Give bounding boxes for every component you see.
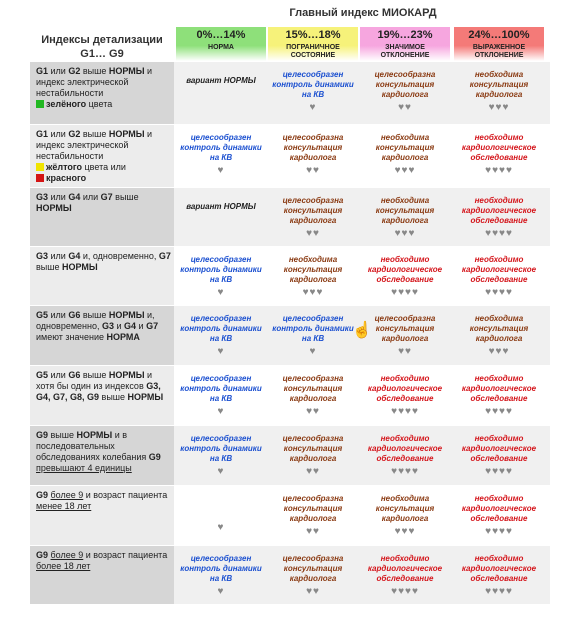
column-header-1	[176, 27, 266, 61]
heart-rating-icon: ♥♥♥	[394, 526, 416, 537]
column-label: ВЫРАЖЕННОЕ ОТКЛОНЕНИЕ	[472, 44, 526, 59]
heart-rating-icon: ♥♥♥♥	[391, 466, 419, 477]
column-range: 24%…100%	[468, 29, 530, 41]
recommendation-text: целесообразна консультация кардиолога	[282, 434, 344, 463]
heart-rating-icon: ♥♥♥♥	[485, 466, 513, 477]
recommendation-cell	[360, 125, 450, 176]
recommendation-cell	[454, 247, 544, 298]
row-condition-label: G3 или G4 или G7 выше НОРМЫ	[30, 188, 174, 246]
recommendation-cell	[176, 188, 266, 214]
heart-rating-icon: ♥	[217, 406, 225, 417]
recommendation-text: необходимо кардиологическое обследование	[367, 374, 443, 403]
heart-rating-icon: ♥♥♥♥	[391, 406, 419, 417]
heart-rating-icon: ♥♥♥♥	[485, 586, 513, 597]
heart-rating-icon: ♥♥♥♥	[391, 586, 419, 597]
recommendation-text: необходима консультация кардиолога	[375, 133, 435, 162]
heart-rating-icon: ♥♥♥♥	[485, 526, 513, 537]
main-index-title: Главный индекс МИОКАРД	[289, 7, 437, 19]
table-row	[30, 188, 550, 246]
recommendation-text: целесообразна консультация кардиолога	[282, 374, 344, 403]
recommendation-text: целесообразна консультация кардиолога	[374, 70, 436, 99]
heart-rating-icon: ♥	[217, 586, 225, 597]
recommendation-text: целесообразна консультация кардиолога	[282, 494, 344, 523]
heart-rating-icon: ♥♥	[398, 346, 412, 357]
column-label: ПОГРАНИЧНОЕ СОСТОЯНИЕ	[286, 44, 340, 59]
recommendation-cell	[454, 486, 544, 537]
recommendation-cell	[454, 366, 544, 417]
heart-rating-icon: ♥♥	[398, 102, 412, 113]
heart-rating-icon: ♥	[217, 165, 225, 176]
recommendation-cell	[360, 62, 450, 113]
table-row	[30, 306, 550, 365]
column-label: ЗНАЧИМОЕ ОТКЛОНЕНИЕ	[380, 44, 430, 59]
heart-rating-icon: ♥♥♥	[394, 228, 416, 239]
heart-rating-icon: ♥♥	[306, 466, 320, 477]
recommendation-cell	[176, 306, 266, 357]
heart-rating-icon: ♥♥♥	[488, 102, 510, 113]
heart-rating-icon: ♥♥	[306, 165, 320, 176]
row-condition-label: G3 или G4 и, одновременно, G7 выше НОРМЫ	[30, 247, 174, 305]
detail-indices-header	[30, 27, 174, 61]
recommendation-text: целесообразна консультация кардиолога	[282, 133, 344, 162]
heart-rating-icon: ♥♥♥♥	[485, 228, 513, 239]
heart-rating-icon: ♥♥♥♥	[485, 165, 513, 176]
recommendation-cell	[360, 546, 450, 597]
column-header-3	[360, 27, 450, 61]
column-label: НОРМА	[208, 44, 234, 51]
recommendation-text: вариант НОРМЫ	[186, 76, 256, 85]
heart-rating-icon: ♥♥♥♥	[485, 287, 513, 298]
row-condition-label: G5 или G6 выше НОРМЫ и, одновременно, G3 и G4 и G7 имеют значение НОРМА	[30, 306, 174, 365]
recommendation-text: целесообразен контроль динамики на КВ	[272, 314, 354, 343]
table-row	[30, 486, 550, 545]
heart-rating-icon: ♥	[217, 346, 225, 357]
recommendation-cell	[176, 62, 266, 88]
recommendation-cell	[176, 125, 266, 176]
recommendation-cell	[454, 306, 544, 357]
row-condition-label: G9 более 9 и возраст пациента более 18 лет	[30, 546, 174, 604]
recommendation-cell	[268, 546, 358, 597]
recommendation-cell	[454, 546, 544, 597]
row-condition-label: G5 или G6 выше НОРМЫ и хотя бы один из индексов G3, G4, G7, G8, G9 выше НОРМЫ	[30, 366, 174, 425]
row-condition-label: G9 более 9 и возраст пациента менее 18 лет	[30, 486, 174, 545]
recommendation-cell	[268, 306, 358, 357]
recommendation-text: необходимо кардиологическое обследование	[367, 434, 443, 463]
heart-rating-icon: ♥♥	[306, 228, 320, 239]
recommendation-text: целесообразен контроль динамики на КВ	[272, 70, 354, 99]
recommendation-text: необходимо кардиологическое обследование	[367, 255, 443, 284]
recommendation-text: целесообразен контроль динамики на КВ	[180, 133, 262, 162]
heart-rating-icon: ♥	[217, 522, 225, 533]
recommendation-text: необходима консультация кардиолога	[469, 70, 529, 99]
recommendation-cell	[268, 486, 358, 537]
recommendation-cell	[360, 247, 450, 298]
recommendation-text: целесообразен контроль динамики на КВ	[180, 374, 262, 403]
recommendation-cell	[176, 247, 266, 298]
heart-rating-icon: ♥♥♥♥	[485, 406, 513, 417]
recommendation-cell	[360, 188, 450, 239]
recommendation-text: целесообразна консультация кардиолога	[282, 196, 344, 225]
hand-cursor-icon: ☝	[352, 322, 372, 339]
recommendation-cell	[454, 125, 544, 176]
heart-rating-icon: ♥	[309, 102, 317, 113]
recommendation-text: необходимо кардиологическое обследование	[461, 494, 537, 523]
table-row	[30, 366, 550, 425]
recommendation-text: необходима консультация кардиолога	[469, 314, 529, 343]
heart-rating-icon: ♥♥♥	[302, 287, 324, 298]
table-row	[30, 546, 550, 604]
heart-rating-icon: ♥♥♥	[394, 165, 416, 176]
row-condition-label: G1 или G2 выше НОРМЫ и индекс электрической нестабильности жёлтого цвета или красного	[30, 125, 174, 187]
table-row	[30, 247, 550, 305]
column-range: 15%…18%	[285, 29, 341, 41]
recommendation-text: целесообразен контроль динамики на КВ	[180, 434, 262, 463]
recommendation-cell	[268, 247, 358, 298]
recommendation-text: целесообразна консультация кардиолога	[374, 314, 436, 343]
row-condition-label: G9 выше НОРМЫ и в последовательных обследованиях колебания G9 превышают 4 единицы	[30, 426, 174, 485]
detail-indices-line1: Индексы детализации	[41, 34, 163, 46]
row-condition-label: G1 или G2 выше НОРМЫ и индекс электрической нестабильности зелёного цвета	[30, 62, 174, 124]
recommendation-text: необходимо кардиологическое обследование	[461, 434, 537, 463]
table-row	[30, 62, 550, 124]
heart-rating-icon: ♥♥♥♥	[391, 287, 419, 298]
recommendation-text: необходимо кардиологическое обследование	[461, 554, 537, 583]
recommendation-cell	[176, 426, 266, 477]
heart-rating-icon: ♥♥	[306, 586, 320, 597]
recommendation-cell	[360, 486, 450, 537]
recommendation-text: необходимо кардиологическое обследование	[461, 255, 537, 284]
heart-rating-icon: ♥♥	[306, 406, 320, 417]
recommendation-cell	[268, 125, 358, 176]
recommendation-cell	[176, 546, 266, 597]
recommendation-cell	[360, 426, 450, 477]
column-range: 0%…14%	[196, 29, 246, 41]
recommendation-text: целесообразна консультация кардиолога	[282, 554, 344, 583]
recommendation-cell	[176, 366, 266, 417]
recommendation-text: необходимо кардиологическое обследование	[461, 133, 537, 162]
table-row	[30, 426, 550, 485]
recommendation-text: необходимо кардиологическое обследование	[461, 374, 537, 403]
recommendation-cell	[454, 62, 544, 113]
recommendation-text: необходима консультация кардиолога	[375, 494, 435, 523]
recommendation-text: необходимо кардиологическое обследование	[461, 196, 537, 225]
table-row	[30, 125, 550, 187]
recommendation-cell	[360, 366, 450, 417]
recommendation-text: целесообразен контроль динамики на КВ	[180, 255, 262, 284]
recommendation-cell	[268, 366, 358, 417]
column-header-4	[454, 27, 544, 61]
detail-indices-line2: G1… G9	[80, 48, 124, 60]
recommendation-cell	[360, 306, 450, 357]
recommendation-text: вариант НОРМЫ	[186, 202, 256, 211]
recommendation-text: целесообразен контроль динамики на КВ	[180, 554, 262, 583]
recommendation-text: необходима консультация кардиолога	[375, 196, 435, 225]
heart-rating-icon: ♥♥	[306, 526, 320, 537]
heart-rating-icon: ♥	[309, 346, 317, 357]
recommendation-cell	[268, 62, 358, 113]
heart-rating-icon: ♥♥♥	[488, 346, 510, 357]
recommendation-cell	[176, 486, 266, 533]
column-range: 19%…23%	[377, 29, 433, 41]
heart-rating-icon: ♥	[217, 287, 225, 298]
column-header-2	[268, 27, 358, 61]
heart-rating-icon: ♥	[217, 466, 225, 477]
recommendation-text: необходимо кардиологическое обследование	[367, 554, 443, 583]
recommendation-cell	[454, 426, 544, 477]
recommendation-cell	[454, 188, 544, 239]
recommendation-cell	[268, 188, 358, 239]
recommendation-text: необходима консультация кардиолога	[283, 255, 343, 284]
recommendation-cell	[268, 426, 358, 477]
recommendation-text: целесообразен контроль динамики на КВ	[180, 314, 262, 343]
